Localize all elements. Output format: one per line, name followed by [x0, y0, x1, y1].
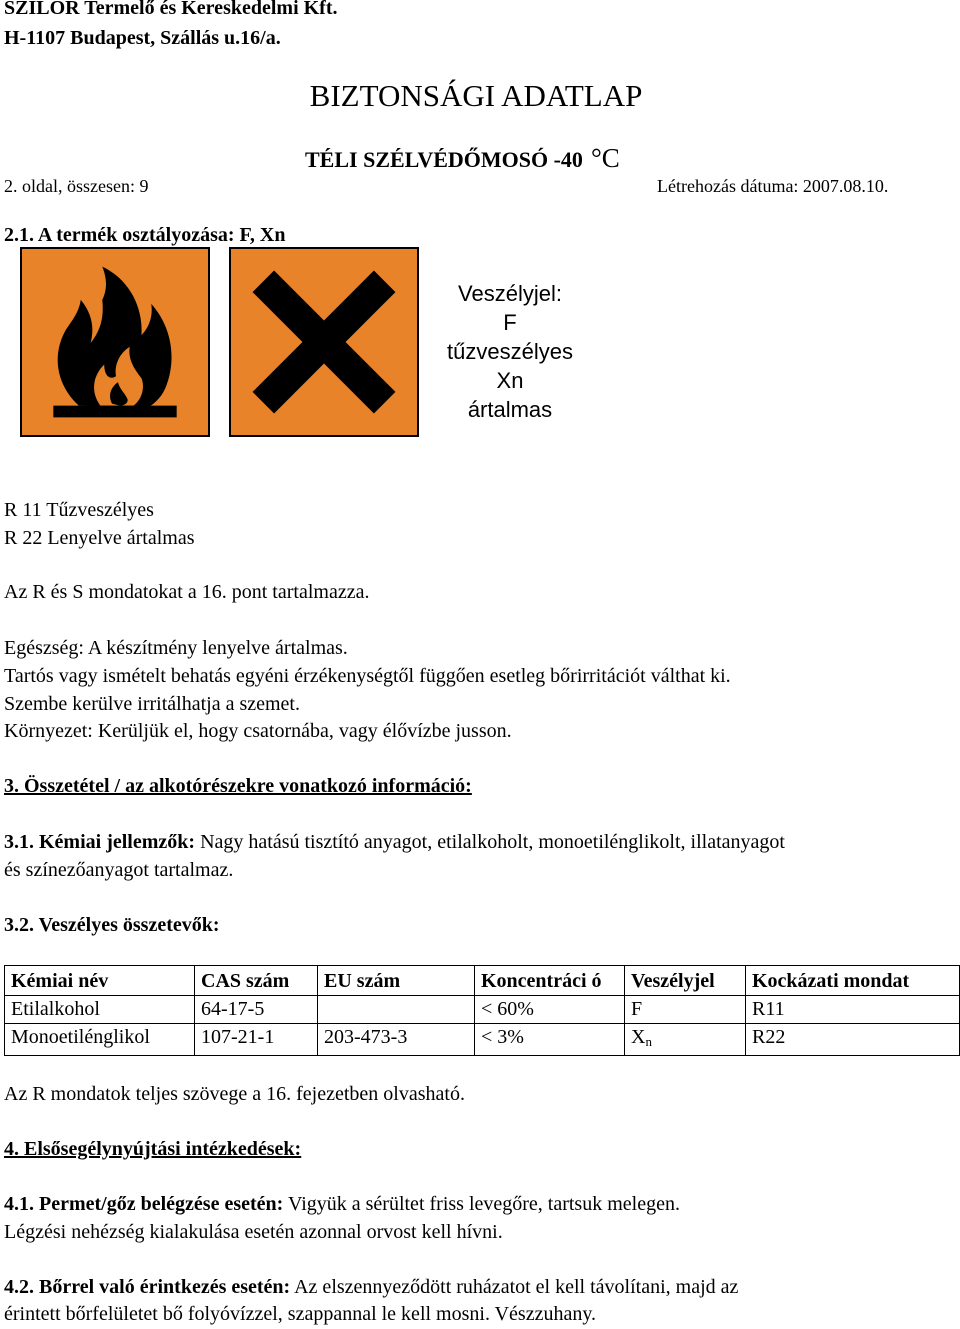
table-row	[5, 1024, 960, 1056]
col-header: Koncentráci ó	[475, 966, 625, 996]
product-name: TÉLI SZÉLVÉDŐMOSÓ -40 °C	[305, 143, 620, 173]
section-4-1: 4.1. Permet/gőz belégzése esetén: Vigyük a sérültet friss levegőre, tartsuk melegen.	[4, 1193, 680, 1215]
table-cell: < 60%	[475, 996, 625, 1024]
company-address: H-1107 Budapest, Szállás u.16/a.	[4, 27, 281, 49]
hazard-desc-xn: ártalmas	[467, 397, 553, 422]
page-info: 2. oldal, összesen: 9	[4, 176, 149, 196]
section-3-heading: 3. Összetétel / az alkotórészekre vonatkozó információ:	[4, 775, 472, 797]
health-line: Szembe kerülve irritálhatja a szemet.	[4, 693, 300, 715]
col-header: Veszélyjel	[625, 966, 746, 996]
hazard-symbol-f: F	[503, 310, 517, 335]
hazard-desc-f: tűzveszélyes	[447, 339, 573, 364]
col-header: CAS szám	[195, 966, 318, 996]
section-4-2: 4.2. Bőrrel való érintkezés esetén: Az elszennyeződött ruházatot el kell távolítani, majd az	[4, 1276, 739, 1298]
table-cell: Etilalkohol	[5, 996, 195, 1024]
section-2-1-heading: 2.1. A termék osztályozása: F, Xn	[4, 224, 286, 246]
section-3-1: 3.1. Kémiai jellemzők: Nagy hatású tisztító anyagot, etilalkoholt, monoetilénglikolt, illatanyagot	[4, 831, 785, 853]
hazard-symbol-xn: Xn	[496, 368, 524, 393]
created-date: Létrehozás dátuma: 2007.08.10.	[657, 176, 889, 196]
section-4-heading: 4. Elsősegélynyújtási intézkedések:	[4, 1138, 302, 1160]
rs-note: Az R és S mondatokat a 16. pont tartalmazza.	[4, 581, 370, 603]
section-3-1-cont: és színezőanyagot tartalmaz.	[4, 859, 234, 881]
r-phrase-22: R 22 Lenyelve ártalmas	[4, 527, 195, 549]
cross-icon	[229, 247, 419, 437]
hazard-symbol-box	[410, 279, 610, 424]
table-cell: R22	[746, 1024, 960, 1056]
r-phrase-11: R 11 Tűzveszélyes	[4, 499, 154, 521]
col-header: EU szám	[318, 966, 475, 996]
table-cell	[318, 996, 475, 1024]
table-cell: < 3%	[475, 1024, 625, 1056]
company-name: SZILOR Termelő és Kereskedelmi Kft.	[4, 0, 338, 19]
col-header: Kémiai név	[5, 966, 195, 996]
hazardous-components-table	[4, 965, 960, 1056]
table-cell: R11	[746, 996, 960, 1024]
table-cell: 107-21-1	[195, 1024, 318, 1056]
table-cell: F	[625, 996, 746, 1024]
flame-icon	[20, 247, 210, 437]
environment-line: Környezet: Kerüljük el, hogy csatornába, vagy élővízbe jusson.	[4, 720, 512, 742]
table-cell: Monoetilénglikol	[5, 1024, 195, 1056]
section-4-1-cont: Légzési nehézség kialakulása esetén azonnal orvost kell hívni.	[4, 1221, 503, 1243]
table-note: Az R mondatok teljes szövege a 16. fejezetben olvasható.	[4, 1083, 465, 1105]
health-line: Egészség: A készítmény lenyelve ártalmas.	[4, 637, 348, 659]
hazard-title: Veszélyjel:	[458, 281, 562, 306]
section-4-2-cont: érintett bőrfelületet bő folyóvízzel, szappannal le kell mosni. Vészzuhany.	[4, 1303, 597, 1325]
table-cell: 64-17-5	[195, 996, 318, 1024]
section-3-2-heading: 3.2. Veszélyes összetevők:	[4, 914, 220, 936]
col-header: Kockázati mondat	[746, 966, 960, 996]
health-line: Tartós vagy ismételt behatás egyéni érzékenységtől függően esetleg bőrirritációt válthat ki.	[4, 665, 731, 687]
table-row	[5, 996, 960, 1024]
document-title: BIZTONSÁGI ADATLAP	[309, 78, 643, 113]
table-cell: $X_n$	[625, 1024, 746, 1056]
table-cell: 203-473-3	[318, 1024, 475, 1056]
table-header-row	[5, 966, 960, 996]
